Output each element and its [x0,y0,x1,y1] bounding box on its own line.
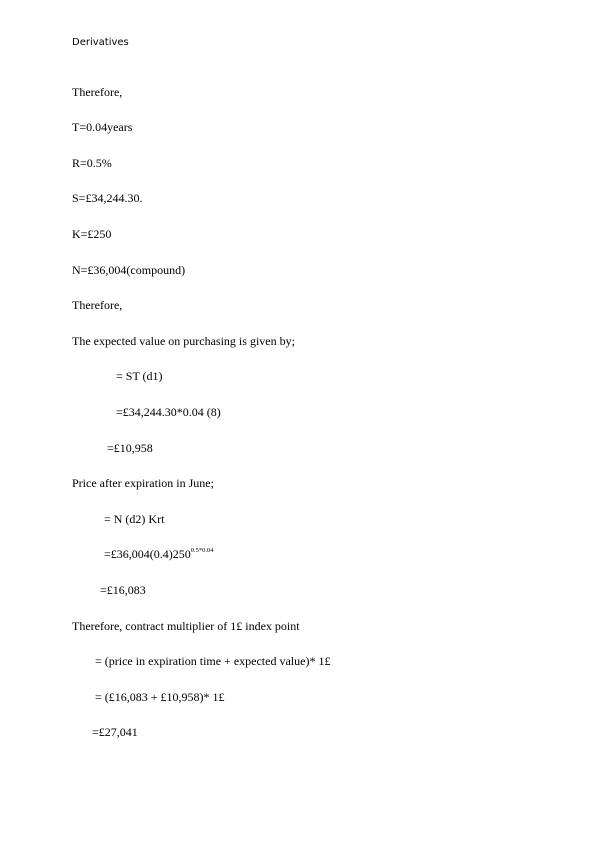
equation-multiplier-formula: = (price in expiration time + expected value)* 1£ [95,654,331,668]
text-line-s: S=£34,244.30. [72,191,143,205]
equation-n-value-base: =£36,004(0.4)250 [104,547,191,561]
text-line-t: T=0.04years [72,120,133,134]
text-line-therefore-2: Therefore, [72,298,123,312]
equation-n-value-exponent: 0.5*0.04 [190,547,214,554]
equation-n-d2-krt: = N (d2) Krt [104,512,165,526]
equation-price-result: =£16,083 [100,583,146,597]
text-line-k: K=£250 [72,227,112,241]
text-line-expected-value: The expected value on purchasing is given by; [72,334,295,348]
equation-n-value [104,547,214,562]
equation-st-value: =£34,244.30*0.04 (8) [116,405,221,419]
text-line-r: R=0.5% [72,156,112,170]
equation-multiplier-result: =£27,041 [92,725,138,739]
equation-expected-result: =£10,958 [107,441,153,455]
equation-st-d1: = ST (d1) [116,369,163,383]
text-line-therefore-1: Therefore, [72,85,123,99]
text-line-n: N=£36,004(compound) [72,263,186,277]
text-line-price-after: Price after expiration in June; [72,476,214,490]
page-header: Derivatives [72,37,129,48]
text-line-contract-multiplier: Therefore, contract multiplier of 1£ index point [72,619,300,633]
equation-multiplier-values: = (£16,083 + £10,958)* 1£ [95,690,225,704]
